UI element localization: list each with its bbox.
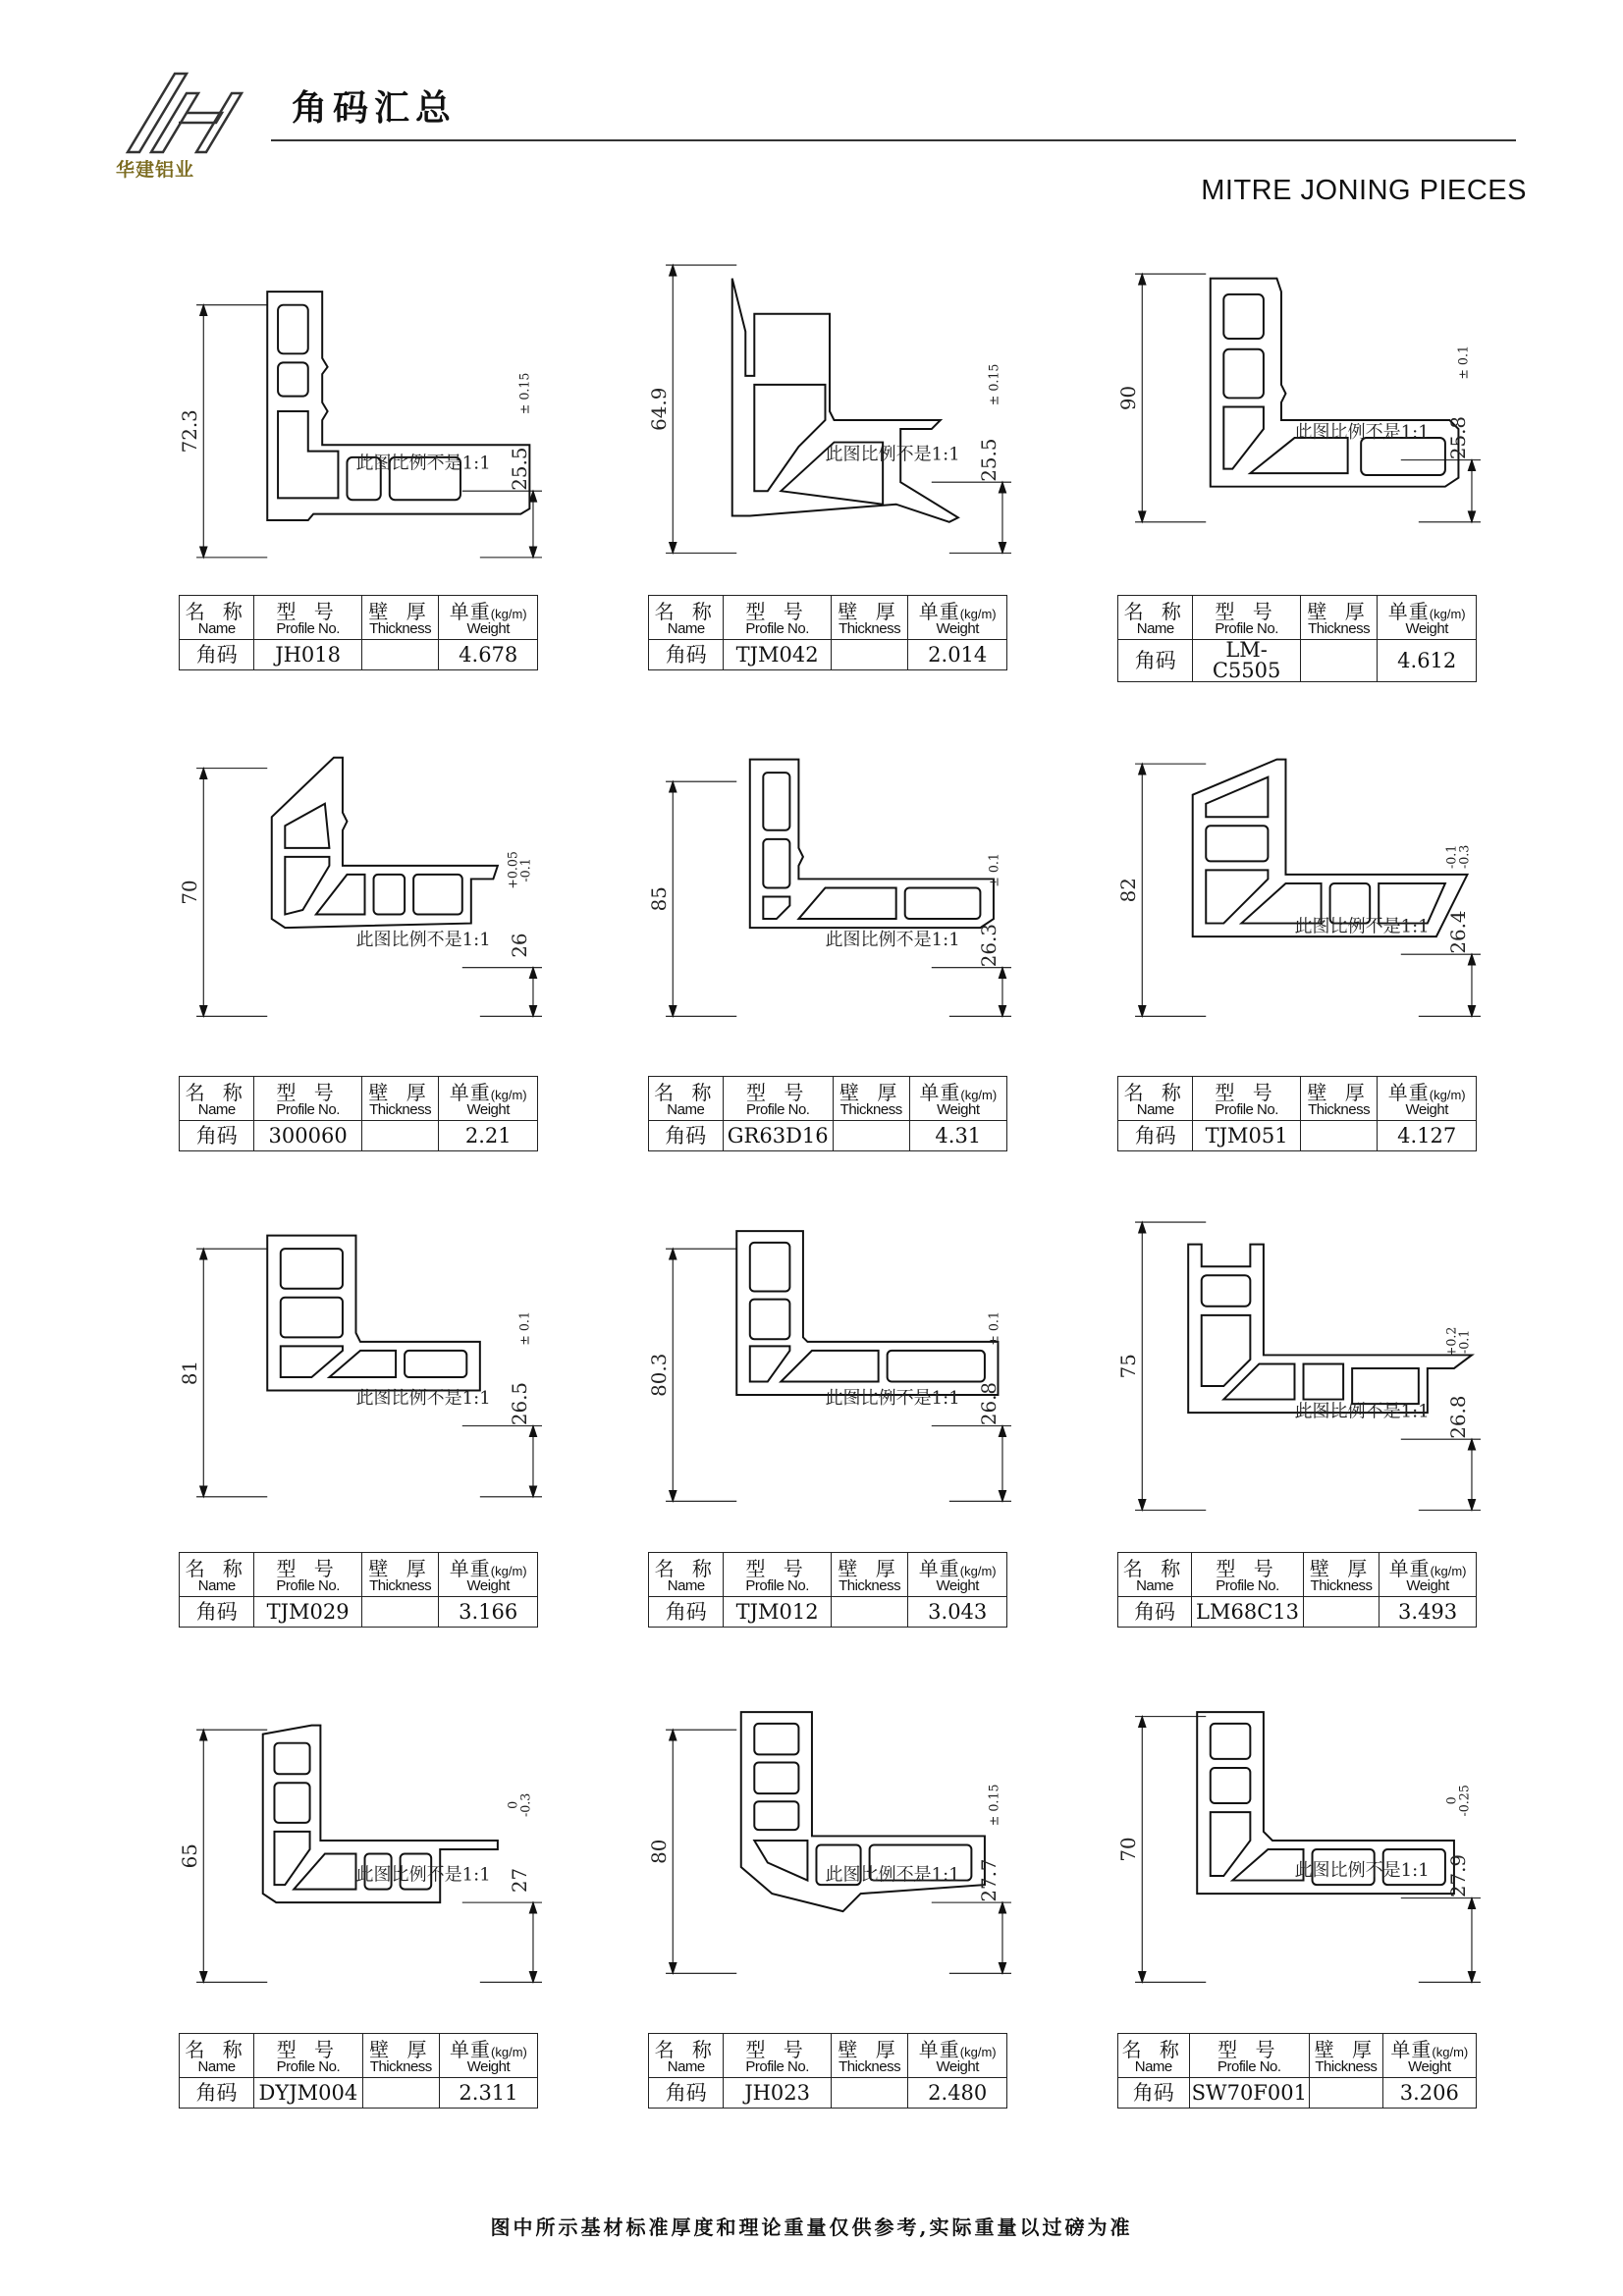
profile-card — [179, 726, 542, 1158]
col-profile-en: Profile No. — [1192, 1578, 1304, 1597]
height-dimension — [666, 781, 736, 1016]
col-thickness-cn: 壁 厚 — [1303, 1553, 1379, 1579]
page-title: 角码汇总 — [292, 87, 458, 129]
profile-card — [648, 1202, 1011, 1634]
col-thickness-en: Thickness — [1310, 2059, 1383, 2078]
cell-name: 角码 — [649, 640, 724, 670]
cell-weight: 4.127 — [1378, 1121, 1477, 1151]
col-name-cn: 名 称 — [1118, 2034, 1190, 2060]
col-profile-cn: 型 号 — [724, 596, 831, 622]
cell-weight: 2.21 — [439, 1121, 538, 1151]
height-dimension — [196, 305, 267, 558]
scale-note: 此图比例不是1:1 — [1294, 1860, 1430, 1882]
col-weight-en: Weight — [909, 1102, 1006, 1121]
col-weight-en: Weight — [908, 1578, 1007, 1597]
col-thickness-en: Thickness — [361, 621, 439, 640]
leg-label: 26.8 — [1446, 1395, 1470, 1439]
scale-note: 此图比例不是1:1 — [1294, 916, 1430, 937]
col-name-en: Name — [1118, 1102, 1193, 1121]
spec-table — [648, 1076, 1007, 1151]
col-weight-en: Weight — [1380, 1578, 1477, 1597]
scale-note: 此图比例不是1:1 — [825, 444, 960, 465]
cell-profile: LM-C5505 — [1193, 640, 1300, 682]
col-thickness-en: Thickness — [361, 1578, 439, 1597]
spec-table — [648, 595, 1007, 670]
col-thickness-en: Thickness — [1300, 621, 1378, 640]
height-dimension — [196, 1249, 267, 1497]
scale-note: 此图比例不是1:1 — [355, 453, 491, 474]
profile-outline — [267, 1236, 480, 1391]
col-name-en: Name — [180, 621, 254, 640]
leg-label: 27.7 — [977, 1858, 1001, 1902]
cell-thickness — [831, 640, 908, 670]
leg-dimension — [462, 491, 542, 558]
leg-label: 27.9 — [1446, 1853, 1470, 1898]
cell-profile: GR63D16 — [723, 1121, 833, 1151]
col-name-cn: 名 称 — [1118, 1553, 1192, 1579]
tolerance-label-lower: -0.3 — [1456, 844, 1472, 870]
tolerance-label: ± 0.15 — [986, 363, 1001, 406]
leg-dimension — [1401, 1898, 1481, 1983]
col-thickness-cn: 壁 厚 — [361, 596, 439, 622]
leg-dimension — [932, 1902, 1011, 1973]
height-dimension — [1135, 764, 1206, 1016]
tolerance-label-lower: -0.1 — [1456, 1329, 1472, 1355]
logo-text: 华建铝业 — [116, 159, 195, 181]
col-thickness-cn: 壁 厚 — [831, 1553, 908, 1579]
col-weight-cn: 单重(kg/m) — [909, 1077, 1006, 1103]
spec-table — [648, 1552, 1007, 1628]
tolerance-label: ± 0.1 — [1455, 346, 1471, 380]
col-profile-cn: 型 号 — [254, 1553, 361, 1579]
profile-card — [179, 245, 542, 677]
cell-thickness — [833, 1121, 909, 1151]
height-label: 64.9 — [648, 387, 672, 431]
cell-weight: 3.206 — [1382, 2078, 1476, 2109]
scale-note: 此图比例不是1:1 — [355, 1864, 491, 1886]
profile-drawing — [648, 1202, 1011, 1552]
profile-drawing — [179, 1202, 542, 1552]
col-thickness-cn: 壁 厚 — [1310, 2034, 1383, 2060]
profile-card — [1117, 726, 1481, 1158]
profile-drawing — [1117, 245, 1481, 595]
profile-outline — [1211, 279, 1459, 487]
profile-outline — [272, 758, 498, 928]
col-profile-en: Profile No. — [254, 621, 361, 640]
profile-card — [1117, 1683, 1481, 2115]
height-dimension — [196, 769, 267, 1017]
height-label: 80 — [648, 1839, 672, 1864]
col-name-cn: 名 称 — [180, 1553, 254, 1579]
col-weight-en: Weight — [439, 1102, 538, 1121]
tolerance-label: ± 0.15 — [986, 1784, 1001, 1827]
profile-drawing — [648, 1683, 1011, 2033]
col-name-en: Name — [649, 621, 724, 640]
col-profile-cn: 型 号 — [1189, 2034, 1310, 2060]
profile-card — [1117, 245, 1481, 682]
cell-thickness — [1300, 1121, 1378, 1151]
cell-weight: 2.480 — [908, 2078, 1007, 2109]
col-weight-en: Weight — [439, 2059, 537, 2078]
col-profile-cn: 型 号 — [1192, 1553, 1304, 1579]
col-thickness-en: Thickness — [831, 621, 908, 640]
col-name-en: Name — [180, 1578, 254, 1597]
col-name-cn: 名 称 — [1118, 596, 1193, 622]
profile-drawing — [1117, 1202, 1481, 1552]
col-profile-en: Profile No. — [724, 1578, 831, 1597]
col-name-en: Name — [649, 1578, 724, 1597]
height-dimension — [666, 1249, 736, 1501]
cell-profile: 300060 — [254, 1121, 361, 1151]
page-subtitle: MITRE JONING PIECES — [1201, 175, 1527, 206]
scale-note: 此图比例不是1:1 — [825, 1864, 960, 1886]
height-label: 70 — [1117, 1837, 1141, 1862]
col-name-cn: 名 称 — [180, 1077, 254, 1103]
spec-table — [1117, 1076, 1477, 1151]
spec-table — [179, 2033, 538, 2109]
col-thickness-en: Thickness — [1300, 1102, 1378, 1121]
profile-outline — [732, 279, 958, 522]
tolerance-label: ± 0.1 — [986, 1311, 1001, 1346]
tolerance-label: ± 0.1 — [986, 853, 1001, 887]
spec-table — [648, 2033, 1007, 2109]
leg-label: 26.4 — [1446, 910, 1470, 954]
cell-name: 角码 — [1118, 2078, 1190, 2109]
scale-note: 此图比例不是1:1 — [825, 1388, 960, 1410]
col-thickness-en: Thickness — [831, 2059, 908, 2078]
cell-name: 角码 — [180, 1597, 254, 1628]
height-label: 90 — [1117, 385, 1141, 411]
cell-profile: LM68C13 — [1192, 1597, 1304, 1628]
spec-table — [179, 1076, 538, 1151]
height-dimension — [666, 1730, 736, 1973]
leg-dimension — [462, 968, 542, 1017]
col-profile-en: Profile No. — [1189, 2059, 1310, 2078]
spec-table — [179, 595, 538, 670]
cell-thickness — [831, 1597, 908, 1628]
col-thickness-cn: 壁 厚 — [361, 1077, 439, 1103]
height-label: 65 — [179, 1843, 202, 1869]
col-name-en: Name — [1118, 2059, 1190, 2078]
col-name-en: Name — [1118, 621, 1193, 640]
profile-card — [1117, 1202, 1481, 1634]
col-profile-cn: 型 号 — [1193, 596, 1300, 622]
scale-note: 此图比例不是1:1 — [355, 930, 491, 951]
col-name-en: Name — [649, 1102, 724, 1121]
col-name-cn: 名 称 — [649, 1553, 724, 1579]
leg-dimension — [1401, 954, 1481, 1016]
col-profile-cn: 型 号 — [723, 1077, 833, 1103]
footnote: 图中所示基材标准厚度和理论重量仅供参考,实际重量以过磅为准 — [490, 2216, 1133, 2239]
col-weight-en: Weight — [439, 621, 538, 640]
cell-weight: 4.678 — [439, 640, 538, 670]
col-weight-cn: 单重(kg/m) — [439, 596, 538, 622]
cell-thickness — [831, 2078, 908, 2109]
cell-weight: 3.043 — [908, 1597, 1007, 1628]
leg-dimension — [1401, 460, 1481, 522]
cell-weight: 2.311 — [439, 2078, 537, 2109]
profile-drawing — [179, 245, 542, 595]
profile-card — [179, 1683, 542, 2115]
cell-name: 角码 — [649, 2078, 724, 2109]
tolerance-label-lower: -0.1 — [517, 858, 533, 882]
cell-weight: 3.166 — [439, 1597, 538, 1628]
col-name-cn: 名 称 — [1118, 1077, 1193, 1103]
col-thickness-cn: 壁 厚 — [1300, 1077, 1378, 1103]
col-name-cn: 名 称 — [649, 2034, 724, 2060]
col-profile-cn: 型 号 — [724, 1553, 831, 1579]
cell-weight: 3.493 — [1380, 1597, 1477, 1628]
col-thickness-cn: 壁 厚 — [831, 596, 908, 622]
col-thickness-en: Thickness — [362, 2059, 439, 2078]
leg-dimension — [932, 482, 1011, 553]
tolerance-label-lower: -0.25 — [1456, 1785, 1472, 1817]
cell-name: 角码 — [1118, 1121, 1193, 1151]
profile-drawing — [1117, 726, 1481, 1076]
tolerance-label: +0.05 — [505, 851, 520, 889]
scale-note: 此图比例不是1:1 — [1294, 1401, 1430, 1422]
cell-thickness — [361, 640, 439, 670]
col-thickness-cn: 壁 厚 — [831, 2034, 908, 2060]
col-weight-cn: 单重(kg/m) — [439, 2034, 537, 2060]
height-label: 82 — [1117, 878, 1141, 903]
leg-dimension — [1401, 1439, 1481, 1510]
cell-name: 角码 — [1118, 1597, 1192, 1628]
height-label: 85 — [648, 886, 672, 912]
scale-note: 此图比例不是1:1 — [355, 1388, 491, 1410]
col-profile-cn: 型 号 — [724, 2034, 831, 2060]
height-dimension — [666, 265, 736, 553]
cell-profile: JH023 — [724, 2078, 831, 2109]
cell-thickness — [362, 2078, 439, 2109]
col-weight-cn: 单重(kg/m) — [908, 596, 1007, 622]
cell-weight: 4.31 — [909, 1121, 1006, 1151]
leg-label: 26.5 — [508, 1381, 531, 1426]
cell-thickness — [1300, 640, 1378, 682]
col-thickness-en: Thickness — [361, 1102, 439, 1121]
col-weight-en: Weight — [908, 2059, 1007, 2078]
col-weight-en: Weight — [439, 1578, 538, 1597]
col-weight-cn: 单重(kg/m) — [1378, 596, 1477, 622]
leg-dimension — [462, 1426, 542, 1497]
col-profile-cn: 型 号 — [254, 2034, 363, 2060]
col-weight-en: Weight — [1378, 621, 1477, 640]
col-name-en: Name — [1118, 1578, 1192, 1597]
profile-card — [648, 726, 1011, 1158]
cell-profile: DYJM004 — [254, 2078, 363, 2109]
col-weight-cn: 单重(kg/m) — [439, 1553, 538, 1579]
cell-profile: TJM012 — [724, 1597, 831, 1628]
profile-card — [179, 1202, 542, 1634]
header-divider — [271, 139, 1516, 141]
profile-outline — [750, 760, 994, 928]
cell-name: 角码 — [180, 2078, 254, 2109]
height-dimension — [1135, 1222, 1206, 1510]
scale-note: 此图比例不是1:1 — [825, 930, 960, 951]
profile-outline — [1193, 760, 1468, 936]
tolerance-label: +0.2 — [1443, 1326, 1459, 1358]
col-name-cn: 名 称 — [649, 1077, 724, 1103]
spec-table — [1117, 595, 1477, 682]
cell-name: 角码 — [649, 1121, 724, 1151]
cell-thickness — [361, 1597, 439, 1628]
col-profile-en: Profile No. — [254, 2059, 363, 2078]
height-label: 80.3 — [648, 1353, 672, 1397]
tolerance-label: ± 0.1 — [516, 1311, 532, 1346]
cell-profile: SW70F001 — [1189, 2078, 1310, 2109]
col-weight-en: Weight — [1378, 1102, 1477, 1121]
height-dimension — [196, 1730, 267, 1982]
profile-drawing — [648, 726, 1011, 1076]
col-name-cn: 名 称 — [180, 596, 254, 622]
spec-table — [1117, 2033, 1477, 2109]
cell-thickness — [1310, 2078, 1383, 2109]
profile-outline — [267, 292, 532, 520]
col-thickness-en: Thickness — [1303, 1578, 1379, 1597]
leg-label: 26.8 — [977, 1381, 1001, 1426]
col-weight-cn: 单重(kg/m) — [439, 1077, 538, 1103]
col-weight-cn: 单重(kg/m) — [1382, 2034, 1476, 2060]
col-profile-en: Profile No. — [724, 2059, 831, 2078]
profile-drawing — [648, 245, 1011, 595]
cell-profile: TJM042 — [724, 640, 831, 670]
col-thickness-cn: 壁 厚 — [361, 1553, 439, 1579]
col-profile-en: Profile No. — [1193, 1102, 1300, 1121]
profile-drawing — [179, 1683, 542, 2033]
tolerance-label: -0.1 — [1443, 844, 1459, 870]
leg-dimension — [462, 1902, 542, 1982]
col-weight-cn: 单重(kg/m) — [908, 1553, 1007, 1579]
height-dimension — [1135, 274, 1206, 522]
profile-drawing — [179, 726, 542, 1076]
height-label: 75 — [1117, 1354, 1141, 1379]
profile-drawing — [1117, 1683, 1481, 2033]
tolerance-label: 0 — [1443, 1796, 1459, 1805]
col-profile-cn: 型 号 — [1193, 1077, 1300, 1103]
col-profile-en: Profile No. — [254, 1578, 361, 1597]
tolerance-label: 0 — [505, 1800, 520, 1809]
profile-card — [648, 1683, 1011, 2115]
cell-thickness — [361, 1121, 439, 1151]
cell-weight: 4.612 — [1378, 640, 1477, 682]
col-thickness-cn: 壁 厚 — [833, 1077, 909, 1103]
col-weight-cn: 单重(kg/m) — [1378, 1077, 1477, 1103]
col-profile-en: Profile No. — [254, 1102, 361, 1121]
tolerance-label: ± 0.15 — [516, 372, 532, 415]
cell-name: 角码 — [1118, 640, 1193, 682]
col-thickness-cn: 壁 厚 — [362, 2034, 439, 2060]
col-thickness-en: Thickness — [831, 1578, 908, 1597]
profile-outline — [1188, 1245, 1472, 1413]
profile-card — [648, 245, 1011, 677]
cell-name: 角码 — [180, 1121, 254, 1151]
col-name-cn: 名 称 — [180, 2034, 254, 2060]
col-weight-en: Weight — [908, 621, 1007, 640]
col-weight-cn: 单重(kg/m) — [1380, 1553, 1477, 1579]
leg-dimension — [932, 968, 1011, 1017]
tolerance-label-lower: -0.3 — [517, 1792, 533, 1818]
cell-profile: JH018 — [254, 640, 361, 670]
col-profile-cn: 型 号 — [254, 1077, 361, 1103]
height-label: 70 — [179, 880, 202, 905]
height-label: 72.3 — [179, 409, 202, 454]
cell-name: 角码 — [649, 1597, 724, 1628]
col-weight-en: Weight — [1382, 2059, 1476, 2078]
col-name-cn: 名 称 — [649, 596, 724, 622]
leg-label: 25.5 — [508, 447, 531, 491]
col-thickness-en: Thickness — [833, 1102, 909, 1121]
cell-thickness — [1303, 1597, 1379, 1628]
leg-label: 25.8 — [1446, 415, 1470, 460]
profile-outline — [736, 1231, 998, 1395]
col-name-en: Name — [180, 2059, 254, 2078]
col-profile-en: Profile No. — [724, 621, 831, 640]
col-name-en: Name — [180, 1102, 254, 1121]
hj-logo-icon — [118, 69, 245, 157]
col-profile-en: Profile No. — [723, 1102, 833, 1121]
scale-note: 此图比例不是1:1 — [1294, 422, 1430, 444]
leg-label: 26.3 — [977, 924, 1001, 968]
cell-profile: TJM029 — [254, 1597, 361, 1628]
cell-weight: 2.014 — [908, 640, 1007, 670]
spec-table — [179, 1552, 538, 1628]
leg-label: 27 — [508, 1867, 531, 1894]
cell-profile: TJM051 — [1193, 1121, 1300, 1151]
leg-label: 25.5 — [977, 438, 1001, 482]
col-profile-cn: 型 号 — [254, 596, 361, 622]
leg-dimension — [932, 1426, 1011, 1502]
col-name-en: Name — [649, 2059, 724, 2078]
spec-table — [1117, 1552, 1477, 1628]
col-thickness-cn: 壁 厚 — [1300, 596, 1378, 622]
height-label: 81 — [179, 1360, 202, 1386]
cell-name: 角码 — [180, 640, 254, 670]
leg-label: 26 — [508, 933, 531, 958]
col-weight-cn: 单重(kg/m) — [908, 2034, 1007, 2060]
height-dimension — [1135, 1717, 1206, 1983]
col-profile-en: Profile No. — [1193, 621, 1300, 640]
